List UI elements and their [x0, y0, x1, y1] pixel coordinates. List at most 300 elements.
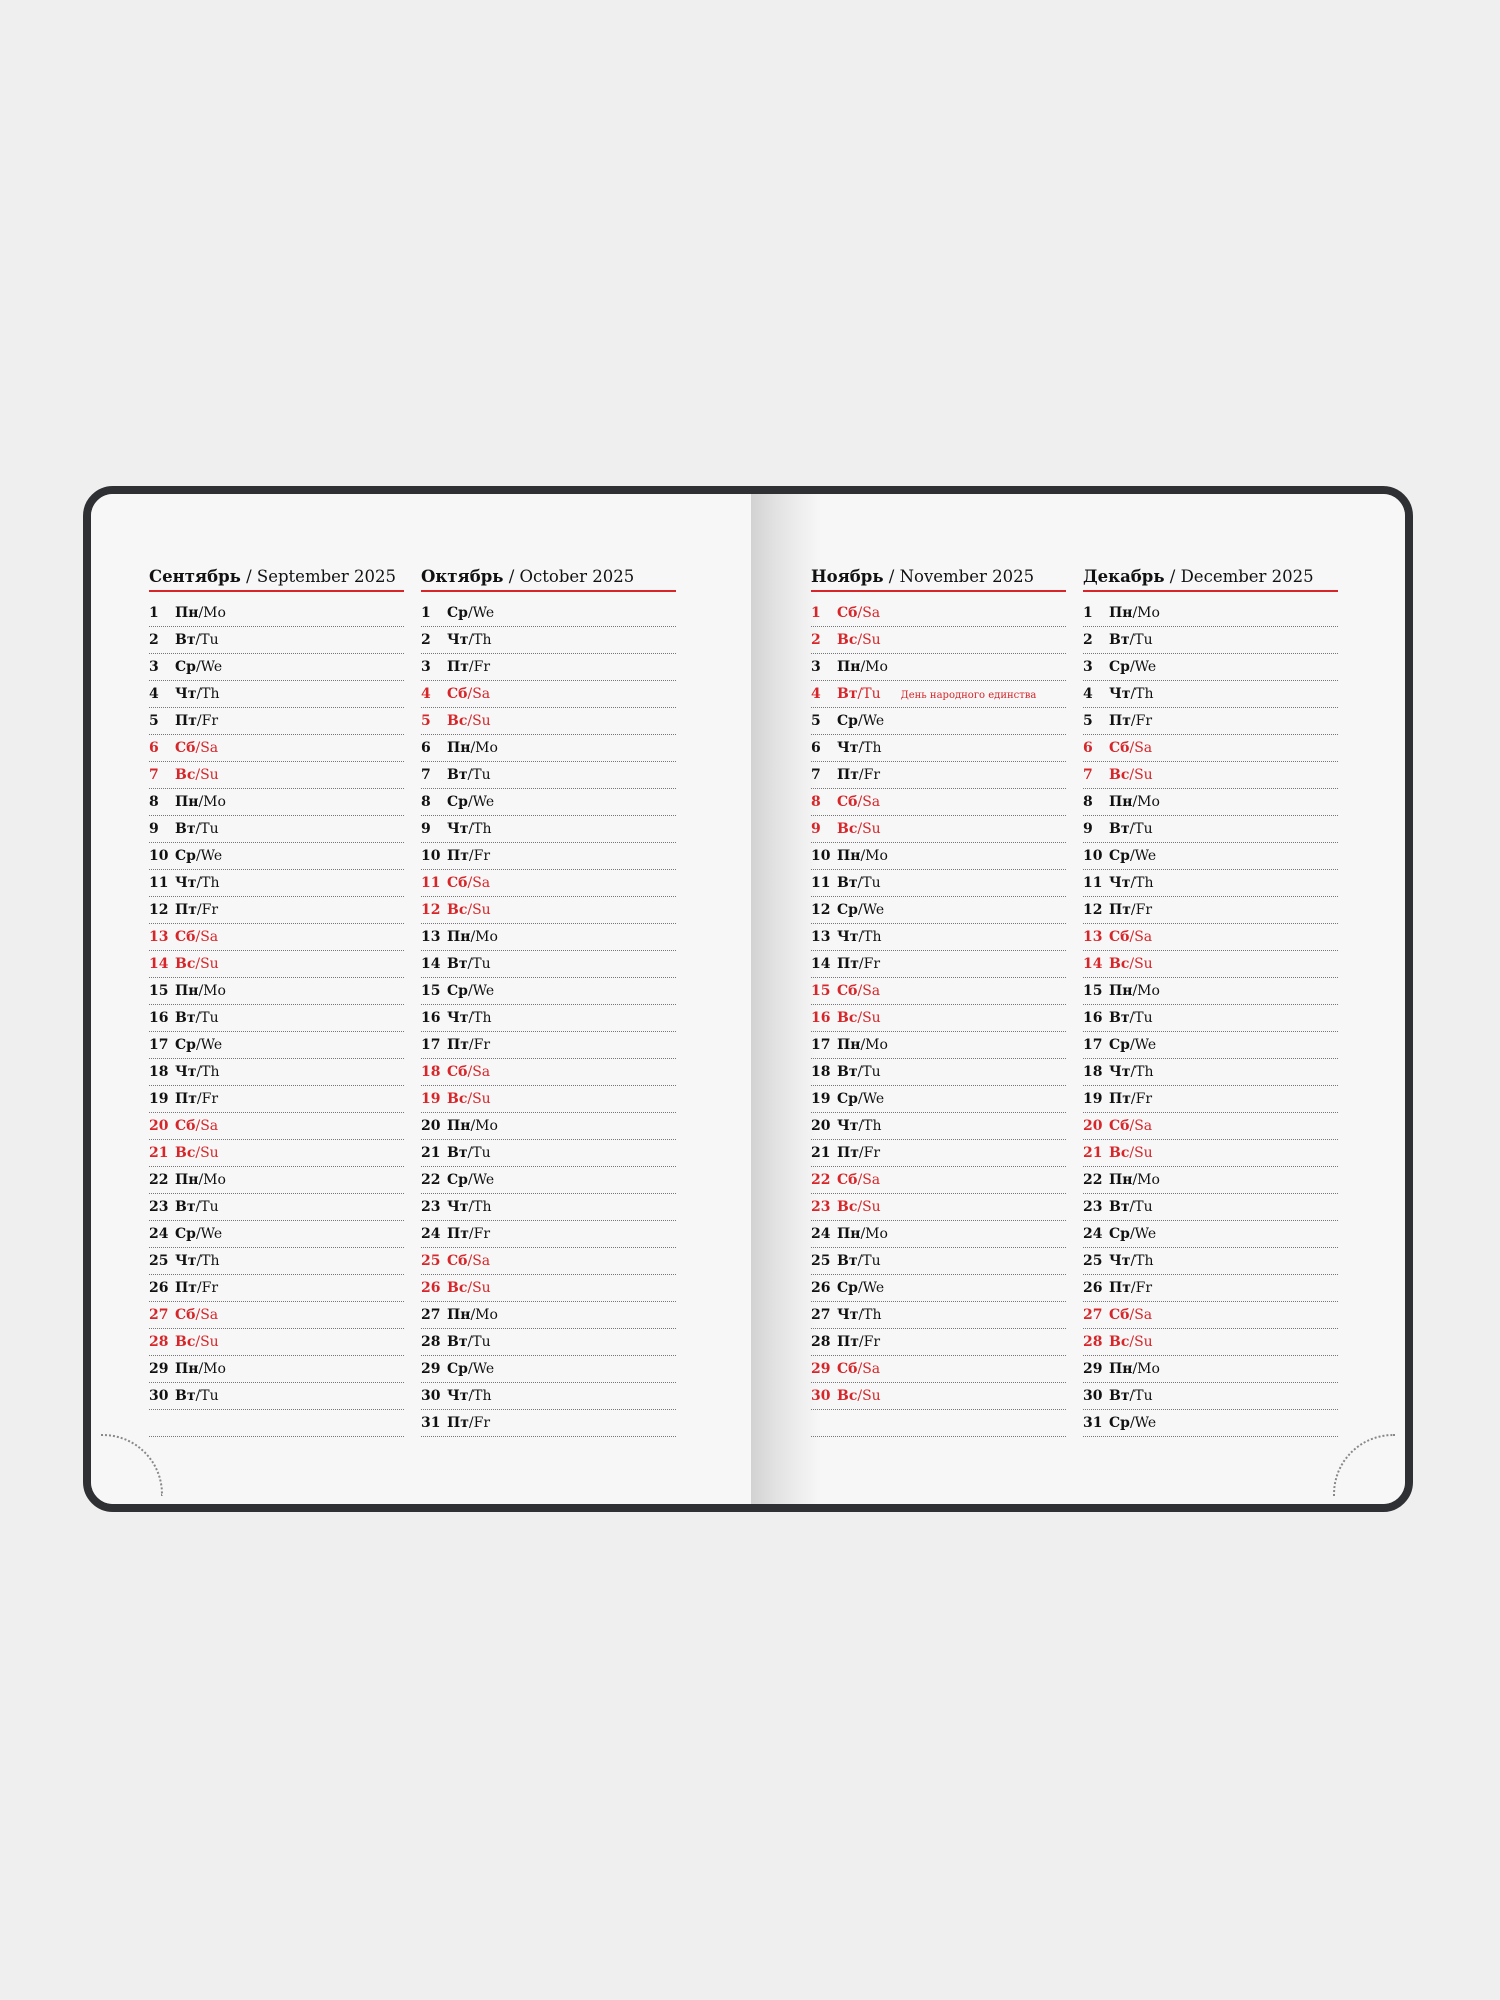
- day-number: 7: [149, 767, 159, 783]
- day-row: [149, 789, 404, 816]
- weekday-en: /Fr: [1130, 1280, 1153, 1296]
- month-title-ru: Декабрь: [1083, 567, 1165, 586]
- weekday-en: /Tu: [857, 1253, 881, 1269]
- weekday-en: /Fr: [196, 1091, 219, 1107]
- weekday-ru: Ср: [175, 848, 196, 864]
- weekday-en: /We: [1129, 848, 1157, 864]
- weekday-en: /Fr: [858, 956, 881, 972]
- weekday-ru: Сб: [837, 605, 858, 621]
- weekday-en: /Th: [1130, 1064, 1154, 1080]
- month-title-ru: Октябрь: [421, 567, 504, 586]
- weekday-ru: Вс: [1109, 1334, 1130, 1350]
- weekday-ru: Сб: [837, 794, 858, 810]
- day-row: [421, 1032, 676, 1059]
- day-number: 26: [1083, 1280, 1103, 1296]
- weekday-ru: Пн: [175, 1361, 199, 1377]
- weekday-ru: Пн: [1109, 1172, 1133, 1188]
- weekday-ru: Ср: [837, 1091, 858, 1107]
- weekday-en: /Mo: [198, 794, 226, 810]
- weekday-en: /Mo: [198, 1361, 226, 1377]
- day-number: 7: [1083, 767, 1093, 783]
- weekday-ru: Пт: [447, 1415, 469, 1431]
- weekday-ru: Ср: [447, 983, 468, 999]
- weekday-en: /Tu: [195, 1388, 219, 1404]
- weekday-en: /Sa: [1129, 1307, 1153, 1323]
- day-number: 4: [811, 686, 821, 702]
- day-row: [811, 735, 1066, 762]
- month-title-ru: Ноябрь: [811, 567, 884, 586]
- weekday-en: /Sa: [1129, 929, 1153, 945]
- day-number: 8: [421, 794, 431, 810]
- day-number: 4: [1083, 686, 1093, 702]
- weekday-en: /Tu: [467, 1334, 491, 1350]
- day-row: [149, 681, 404, 708]
- weekday-en: /Th: [196, 1064, 220, 1080]
- month-title: [811, 566, 1066, 592]
- weekday-en: /Mo: [1132, 1361, 1160, 1377]
- day-row: [1083, 600, 1338, 627]
- day-row: [1083, 762, 1338, 789]
- day-row: [811, 843, 1066, 870]
- weekday-ru: Чт: [1109, 686, 1131, 702]
- weekday-en: /Su: [857, 1388, 881, 1404]
- day-number: 6: [149, 740, 159, 756]
- day-row: [149, 951, 404, 978]
- weekday-ru: Вс: [175, 767, 196, 783]
- day-row: [421, 708, 676, 735]
- day-number: 19: [1083, 1091, 1103, 1107]
- weekday-en: /We: [467, 1172, 495, 1188]
- weekday-en: /Tu: [195, 821, 219, 837]
- day-number: 9: [421, 821, 431, 837]
- day-number: 23: [1083, 1199, 1103, 1215]
- weekday-en: /Fr: [1130, 1091, 1153, 1107]
- weekday-ru: Ср: [175, 659, 196, 675]
- day-row: [1083, 1221, 1338, 1248]
- day-number: 8: [149, 794, 159, 810]
- weekday-en: /Fr: [196, 902, 219, 918]
- day-row: [149, 1383, 404, 1410]
- weekday-ru: Вт: [1109, 1199, 1130, 1215]
- weekday-en: /We: [195, 1226, 223, 1242]
- weekday-ru: Вт: [837, 1064, 858, 1080]
- day-number: 1: [421, 605, 431, 621]
- weekday-ru: Пт: [175, 1091, 197, 1107]
- day-number: 6: [1083, 740, 1093, 756]
- day-row: [1083, 951, 1338, 978]
- weekday-en: /Mo: [1132, 983, 1160, 999]
- day-number: 11: [149, 875, 169, 891]
- day-row: [149, 870, 404, 897]
- day-number: 29: [421, 1361, 441, 1377]
- weekday-ru: Чт: [447, 1199, 469, 1215]
- day-row: [421, 1302, 676, 1329]
- day-row: [1083, 1167, 1338, 1194]
- day-row: [1083, 1356, 1338, 1383]
- day-number: 21: [421, 1145, 441, 1161]
- day-number: 11: [811, 875, 831, 891]
- day-number: 4: [421, 686, 431, 702]
- day-number: 9: [1083, 821, 1093, 837]
- weekday-en: /Mo: [470, 1307, 498, 1323]
- day-row: [149, 1113, 404, 1140]
- weekday-ru: Сб: [447, 1253, 468, 1269]
- weekday-en: /Su: [467, 1280, 491, 1296]
- day-number: 28: [811, 1334, 831, 1350]
- weekday-ru: Вс: [1109, 767, 1130, 783]
- weekday-ru: Сб: [837, 1361, 858, 1377]
- weekday-en: /Tu: [1129, 821, 1153, 837]
- weekday-en: /Sa: [195, 929, 219, 945]
- month-title: [149, 566, 404, 592]
- day-row: [421, 1194, 676, 1221]
- day-number: 24: [811, 1226, 831, 1242]
- day-row: [421, 870, 676, 897]
- weekday-en: /Th: [858, 740, 882, 756]
- weekday-ru: Вт: [447, 1145, 468, 1161]
- day-row: [421, 627, 676, 654]
- weekday-ru: Вс: [447, 1280, 468, 1296]
- weekday-ru: Чт: [447, 632, 469, 648]
- day-row: [1083, 870, 1338, 897]
- empty-row: [149, 1410, 404, 1437]
- weekday-en: /Su: [195, 767, 219, 783]
- day-number: 8: [1083, 794, 1093, 810]
- day-number: 29: [149, 1361, 169, 1377]
- weekday-ru: Вт: [1109, 1010, 1130, 1026]
- day-row: [811, 1194, 1066, 1221]
- day-list: [149, 600, 404, 1437]
- weekday-en: /We: [467, 983, 495, 999]
- day-number: 15: [421, 983, 441, 999]
- day-row: [811, 627, 1066, 654]
- day-number: 17: [1083, 1037, 1103, 1053]
- weekday-ru: Пт: [175, 902, 197, 918]
- day-row: [1083, 897, 1338, 924]
- weekday-ru: Пт: [1109, 1091, 1131, 1107]
- weekday-ru: Пн: [837, 1226, 861, 1242]
- weekday-ru: Вс: [175, 956, 196, 972]
- weekday-en: /Mo: [860, 848, 888, 864]
- weekday-en: /We: [1129, 1415, 1157, 1431]
- day-row: [1083, 924, 1338, 951]
- weekday-en: /Fr: [858, 1334, 881, 1350]
- day-number: 19: [811, 1091, 831, 1107]
- day-number: 12: [149, 902, 169, 918]
- day-number: 25: [421, 1253, 441, 1269]
- weekday-ru: Пн: [837, 1037, 861, 1053]
- weekday-ru: Ср: [837, 902, 858, 918]
- day-row: [421, 1383, 676, 1410]
- day-number: 5: [1083, 713, 1093, 729]
- weekday-en: /Tu: [467, 767, 491, 783]
- weekday-en: /Tu: [1129, 1010, 1153, 1026]
- weekday-ru: Вс: [175, 1145, 196, 1161]
- weekday-ru: Ср: [1109, 1037, 1130, 1053]
- weekday-en: /Sa: [467, 686, 491, 702]
- day-number: 27: [421, 1307, 441, 1323]
- day-number: 16: [1083, 1010, 1103, 1026]
- weekday-en: /Th: [196, 1253, 220, 1269]
- day-row: [811, 816, 1066, 843]
- day-number: 22: [1083, 1172, 1103, 1188]
- weekday-ru: Вт: [175, 1010, 196, 1026]
- day-row: [1083, 1329, 1338, 1356]
- holiday-note: День народного единства: [900, 690, 1037, 701]
- day-row: [1083, 1113, 1338, 1140]
- month-title-en: / September 2025: [240, 567, 397, 586]
- day-row: [811, 951, 1066, 978]
- weekday-en: /Th: [1130, 875, 1154, 891]
- weekday-en: /Mo: [198, 1172, 226, 1188]
- day-number: 28: [1083, 1334, 1103, 1350]
- day-number: 23: [811, 1199, 831, 1215]
- weekday-ru: Сб: [1109, 929, 1130, 945]
- weekday-en: /Th: [858, 929, 882, 945]
- weekday-ru: Пн: [447, 1307, 471, 1323]
- weekday-ru: Пт: [1109, 902, 1131, 918]
- day-number: 3: [811, 659, 821, 675]
- month-november: [811, 566, 1066, 1437]
- day-number: 8: [811, 794, 821, 810]
- weekday-en: /Su: [467, 1091, 491, 1107]
- day-row: [1083, 735, 1338, 762]
- weekday-en: /Tu: [857, 1064, 881, 1080]
- day-number: 29: [1083, 1361, 1103, 1377]
- day-number: 10: [1083, 848, 1103, 864]
- weekday-en: /Sa: [467, 1064, 491, 1080]
- day-row: [1083, 816, 1338, 843]
- day-number: 31: [421, 1415, 441, 1431]
- day-number: 22: [811, 1172, 831, 1188]
- day-number: 12: [811, 902, 831, 918]
- weekday-ru: Чт: [447, 1010, 469, 1026]
- weekday-en: /Th: [1130, 1253, 1154, 1269]
- day-number: 12: [1083, 902, 1103, 918]
- weekday-ru: Сб: [837, 983, 858, 999]
- weekday-ru: Пн: [175, 794, 199, 810]
- month-december: [1083, 566, 1338, 1437]
- day-row: [811, 1032, 1066, 1059]
- weekday-en: /We: [1129, 659, 1157, 675]
- day-number: 9: [811, 821, 821, 837]
- weekday-en: /We: [467, 794, 495, 810]
- day-row: [1083, 1275, 1338, 1302]
- day-number: 17: [811, 1037, 831, 1053]
- weekday-ru: Ср: [447, 605, 468, 621]
- weekday-ru: Вт: [447, 956, 468, 972]
- weekday-ru: Пн: [1109, 983, 1133, 999]
- empty-row: [811, 1410, 1066, 1437]
- weekday-en: /We: [467, 1361, 495, 1377]
- day-row: [149, 1248, 404, 1275]
- day-row: [149, 1140, 404, 1167]
- weekday-ru: Вт: [447, 1334, 468, 1350]
- day-number: 14: [421, 956, 441, 972]
- day-row: [149, 1275, 404, 1302]
- day-number: 16: [421, 1010, 441, 1026]
- day-number: 26: [149, 1280, 169, 1296]
- weekday-en: /Mo: [860, 1037, 888, 1053]
- day-number: 25: [811, 1253, 831, 1269]
- day-number: 20: [811, 1118, 831, 1134]
- day-number: 30: [811, 1388, 831, 1404]
- weekday-ru: Чт: [837, 929, 859, 945]
- weekday-ru: Ср: [447, 794, 468, 810]
- weekday-en: /We: [467, 605, 495, 621]
- day-row: [149, 1059, 404, 1086]
- day-row: [421, 1248, 676, 1275]
- weekday-ru: Вт: [837, 686, 858, 702]
- weekday-ru: Пт: [447, 1037, 469, 1053]
- weekday-en: /Sa: [1129, 1118, 1153, 1134]
- day-number: 5: [811, 713, 821, 729]
- day-row: [1083, 1410, 1338, 1437]
- weekday-en: /Tu: [857, 686, 881, 702]
- weekday-en: /Tu: [1129, 632, 1153, 648]
- day-number: 27: [149, 1307, 169, 1323]
- weekday-ru: Сб: [1109, 1307, 1130, 1323]
- weekday-en: /Su: [467, 902, 491, 918]
- day-row: [811, 600, 1066, 627]
- day-row: [1083, 1140, 1338, 1167]
- day-row: [421, 1329, 676, 1356]
- weekday-ru: Пт: [837, 767, 859, 783]
- day-row: [811, 1383, 1066, 1410]
- weekday-en: /Su: [195, 956, 219, 972]
- day-row: [811, 1248, 1066, 1275]
- weekday-ru: Пн: [447, 1118, 471, 1134]
- day-row: [421, 681, 676, 708]
- weekday-ru: Сб: [1109, 740, 1130, 756]
- weekday-ru: Ср: [1109, 1226, 1130, 1242]
- day-number: 21: [811, 1145, 831, 1161]
- planner-spread: [83, 486, 1413, 1512]
- weekday-en: /Tu: [1129, 1199, 1153, 1215]
- day-row: [811, 1356, 1066, 1383]
- day-row: [149, 654, 404, 681]
- day-row: [149, 708, 404, 735]
- day-number: 3: [149, 659, 159, 675]
- weekday-ru: Сб: [1109, 1118, 1130, 1134]
- day-number: 7: [421, 767, 431, 783]
- day-number: 15: [811, 983, 831, 999]
- day-number: 11: [1083, 875, 1103, 891]
- weekday-ru: Чт: [1109, 875, 1131, 891]
- weekday-en: /Fr: [1130, 902, 1153, 918]
- day-row: [1083, 978, 1338, 1005]
- day-row: [811, 1221, 1066, 1248]
- weekday-en: /Tu: [195, 1010, 219, 1026]
- day-number: 28: [421, 1334, 441, 1350]
- day-number: 1: [1083, 605, 1093, 621]
- day-row: [421, 843, 676, 870]
- day-number: 18: [1083, 1064, 1103, 1080]
- day-row: [421, 1113, 676, 1140]
- day-number: 16: [149, 1010, 169, 1026]
- weekday-en: /Su: [857, 821, 881, 837]
- weekday-ru: Пт: [837, 1145, 859, 1161]
- day-number: 27: [1083, 1307, 1103, 1323]
- day-number: 30: [421, 1388, 441, 1404]
- day-row: [421, 1059, 676, 1086]
- weekday-ru: Пт: [175, 1280, 197, 1296]
- day-row: [149, 1194, 404, 1221]
- day-row: [149, 843, 404, 870]
- day-row: [1083, 708, 1338, 735]
- day-number: 24: [1083, 1226, 1103, 1242]
- day-list: [1083, 600, 1338, 1437]
- day-number: 10: [149, 848, 169, 864]
- weekday-en: /Su: [195, 1334, 219, 1350]
- day-number: 23: [149, 1199, 169, 1215]
- weekday-ru: Вт: [1109, 632, 1130, 648]
- day-row: [1083, 1059, 1338, 1086]
- day-row: [1083, 681, 1338, 708]
- weekday-ru: Ср: [1109, 659, 1130, 675]
- weekday-en: /Fr: [468, 1415, 491, 1431]
- weekday-en: /Sa: [857, 1361, 881, 1377]
- weekday-ru: Чт: [837, 1118, 859, 1134]
- day-row: [811, 870, 1066, 897]
- weekday-en: /Sa: [857, 983, 881, 999]
- day-row: [811, 681, 1066, 708]
- weekday-ru: Пн: [447, 929, 471, 945]
- weekday-en: /Th: [858, 1307, 882, 1323]
- weekday-en: /Mo: [860, 1226, 888, 1242]
- day-number: 13: [811, 929, 831, 945]
- weekday-en: /Th: [196, 875, 220, 891]
- weekday-ru: Вт: [447, 767, 468, 783]
- day-row: [811, 1329, 1066, 1356]
- day-number: 12: [421, 902, 441, 918]
- weekday-en: /Fr: [468, 659, 491, 675]
- day-row: [1083, 654, 1338, 681]
- weekday-ru: Вс: [1109, 956, 1130, 972]
- weekday-ru: Пт: [447, 848, 469, 864]
- day-row: [421, 789, 676, 816]
- day-number: 31: [1083, 1415, 1103, 1431]
- weekday-ru: Пн: [1109, 1361, 1133, 1377]
- weekday-ru: Вс: [447, 1091, 468, 1107]
- day-number: 24: [149, 1226, 169, 1242]
- weekday-en: /We: [1129, 1037, 1157, 1053]
- day-number: 19: [421, 1091, 441, 1107]
- weekday-en: /Sa: [857, 1172, 881, 1188]
- weekday-ru: Пн: [447, 740, 471, 756]
- weekday-ru: Пт: [1109, 1280, 1131, 1296]
- weekday-ru: Вт: [837, 875, 858, 891]
- day-row: [149, 924, 404, 951]
- day-number: 14: [1083, 956, 1103, 972]
- weekday-en: /Th: [196, 686, 220, 702]
- weekday-en: /Mo: [860, 659, 888, 675]
- month-title-en: / December 2025: [1164, 567, 1314, 586]
- day-number: 23: [421, 1199, 441, 1215]
- month-october: [421, 566, 676, 1437]
- day-row: [149, 978, 404, 1005]
- day-number: 28: [149, 1334, 169, 1350]
- day-row: [811, 1005, 1066, 1032]
- day-number: 21: [149, 1145, 169, 1161]
- day-row: [811, 897, 1066, 924]
- weekday-ru: Пт: [837, 1334, 859, 1350]
- weekday-ru: Вс: [175, 1334, 196, 1350]
- weekday-en: /Fr: [196, 713, 219, 729]
- day-row: [421, 978, 676, 1005]
- day-number: 13: [421, 929, 441, 945]
- weekday-en: /Th: [468, 821, 492, 837]
